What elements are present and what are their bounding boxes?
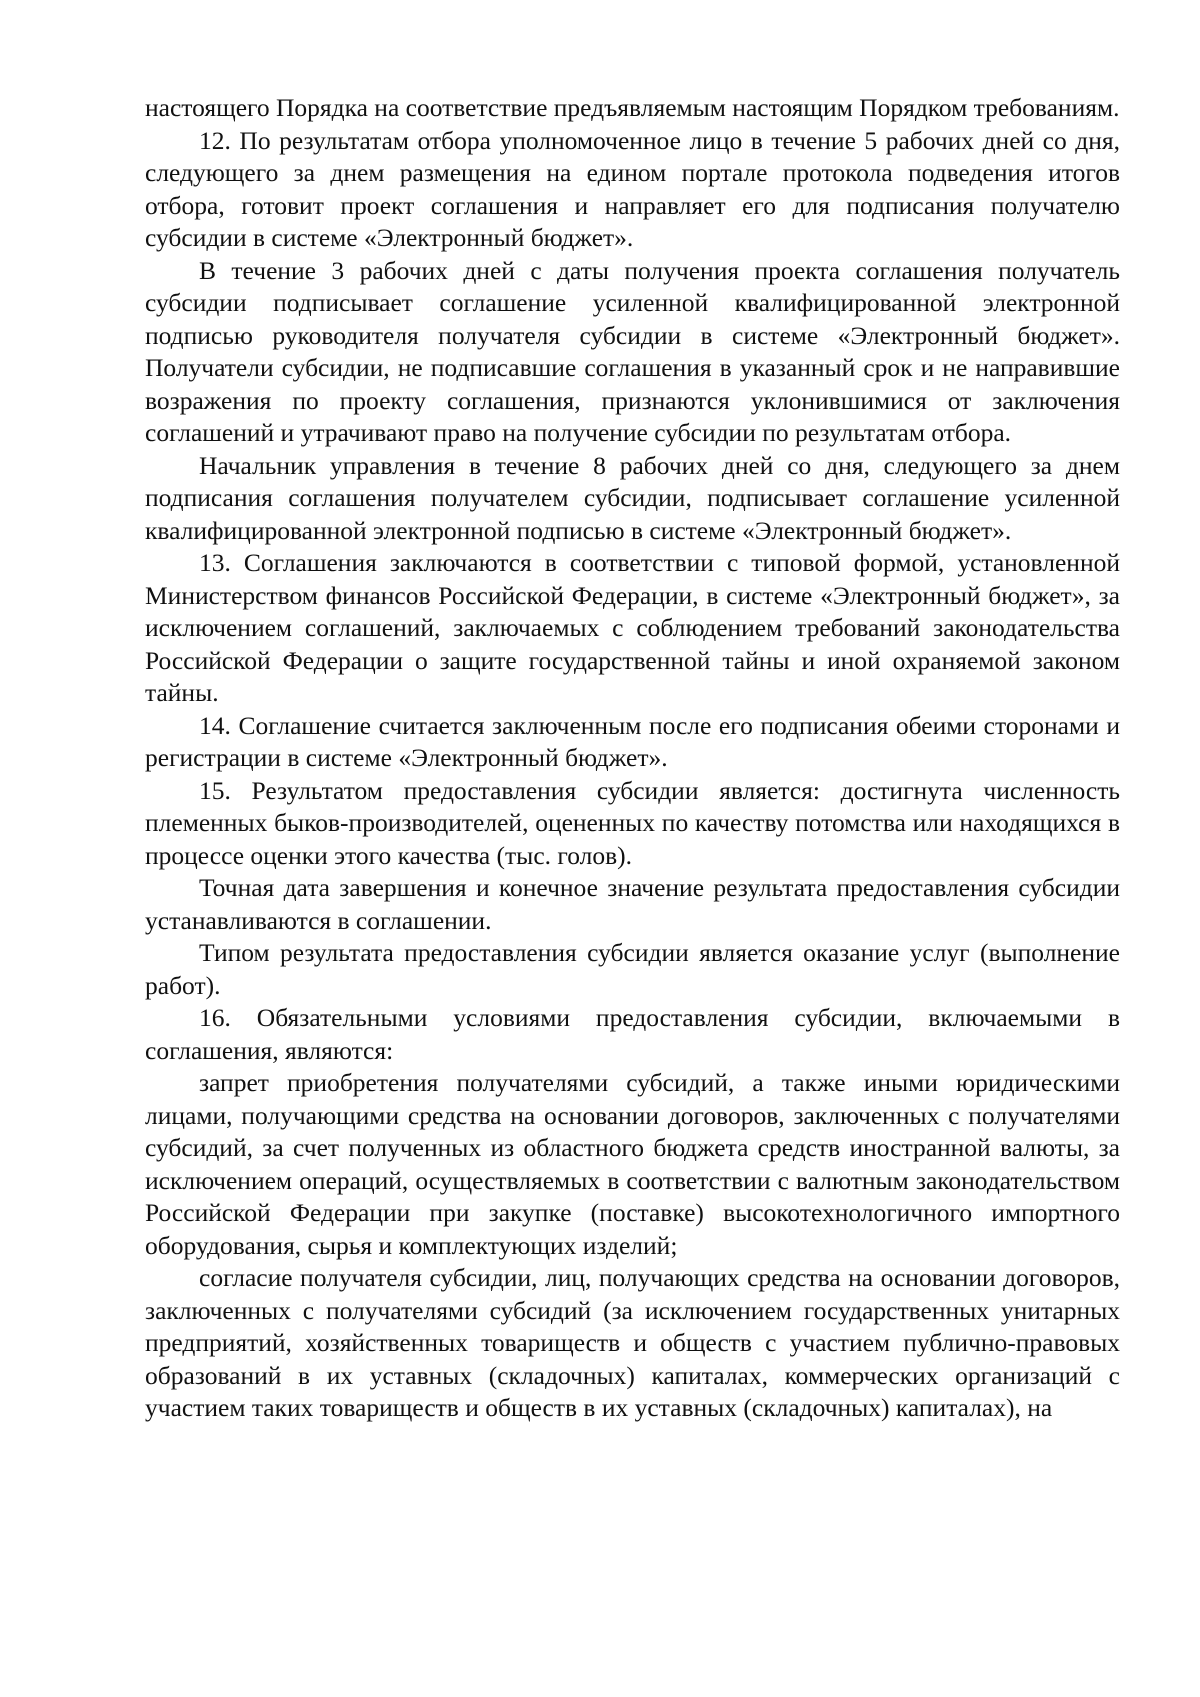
paragraph-currency-ban: запрет приобретения получателями субсидий, а также иными юридическими лицами, получающими средства на основании договоров, заключенных с получателями субсидий, за счет полученных из областного бюджета средств иностранной валюты, за исключением операций, осуществляемых в соответствии с валютным законодательством Российской Федерации при закупке (поставке) высокотехнологичного импортного оборудования, сырья и комплектующих изделий; bbox=[145, 1068, 1120, 1260]
paragraph-item-12: 12. По результатам отбора уполномоченное лицо в течение 5 рабочих дней со дня, следующего за днем размещения на едином портале протокола подведения итогов отбора, готовит проект соглашения и направляет его для подписания получателю субсидии в системе «Электронный бюджет». bbox=[145, 125, 1120, 252]
paragraph-recipient-consent: согласие получателя субсидии, лиц, получающих средства на основании договоров, заключенных с получателями субсидий (за исключением государственных унитарных предприятий, хозяйственных товариществ и обществ с участием публично-правовых образований в их уставных (складочных) капиталах, коммерческих организаций с участием таких товариществ и обществ в их уставных (складочных) капиталах), на bbox=[145, 1263, 1120, 1422]
paragraph-continuation: настоящего Порядка на соответствие предъявляемым настоящим Порядком требованиям. bbox=[145, 93, 1120, 122]
paragraph-item-15: 15. Результатом предоставления субсидии является: достигнута численность племенных быков-производителей, оцененных по качеству потомства или находящихся в процессе оценки этого качества (тыс. голов). bbox=[145, 775, 1120, 870]
paragraph-signing-term: В течение 3 рабочих дней с даты получения проекта соглашения получатель субсидии подписывает соглашение усиленной квалифицированной электронной подписью руководителя получателя субсидии в системе «Электронный бюджет». Получатели субсидии, не подписавшие соглашения в указанный срок и не направившие возражения по проекту соглашения, признаются уклонившимися от заключения соглашений и утрачивают право на получение субсидии по результатам отбора. bbox=[145, 255, 1120, 447]
document-page bbox=[145, 92, 1120, 1425]
paragraph-item-16: 16. Обязательными условиями предоставления субсидии, включаемыми в соглашения, являются: bbox=[145, 1003, 1120, 1065]
paragraph-item-13: 13. Соглашения заключаются в соответствии с типовой формой, установленной Министерством финансов Российской Федерации, в системе «Электронный бюджет», за исключением соглашений, заключаемых с соблюдением требований законодательства Российской Федерации о защите государственной тайны и иной охраняемой законом тайны. bbox=[145, 548, 1120, 707]
paragraph-head-signing: Начальник управления в течение 8 рабочих дней со дня, следующего за днем подписания соглашения получателем субсидии, подписывает соглашение усиленной квалифицированной электронной подписью в системе «Электронный бюджет». bbox=[145, 450, 1120, 545]
paragraph-result-date: Точная дата завершения и конечное значение результата предоставления субсидии устанавливаются в соглашении. bbox=[145, 873, 1120, 935]
paragraph-item-14: 14. Соглашение считается заключенным после его подписания обеими сторонами и регистрации в системе «Электронный бюджет». bbox=[145, 710, 1120, 772]
paragraph-result-type: Типом результата предоставления субсидии является оказание услуг (выполнение работ). bbox=[145, 938, 1120, 1000]
